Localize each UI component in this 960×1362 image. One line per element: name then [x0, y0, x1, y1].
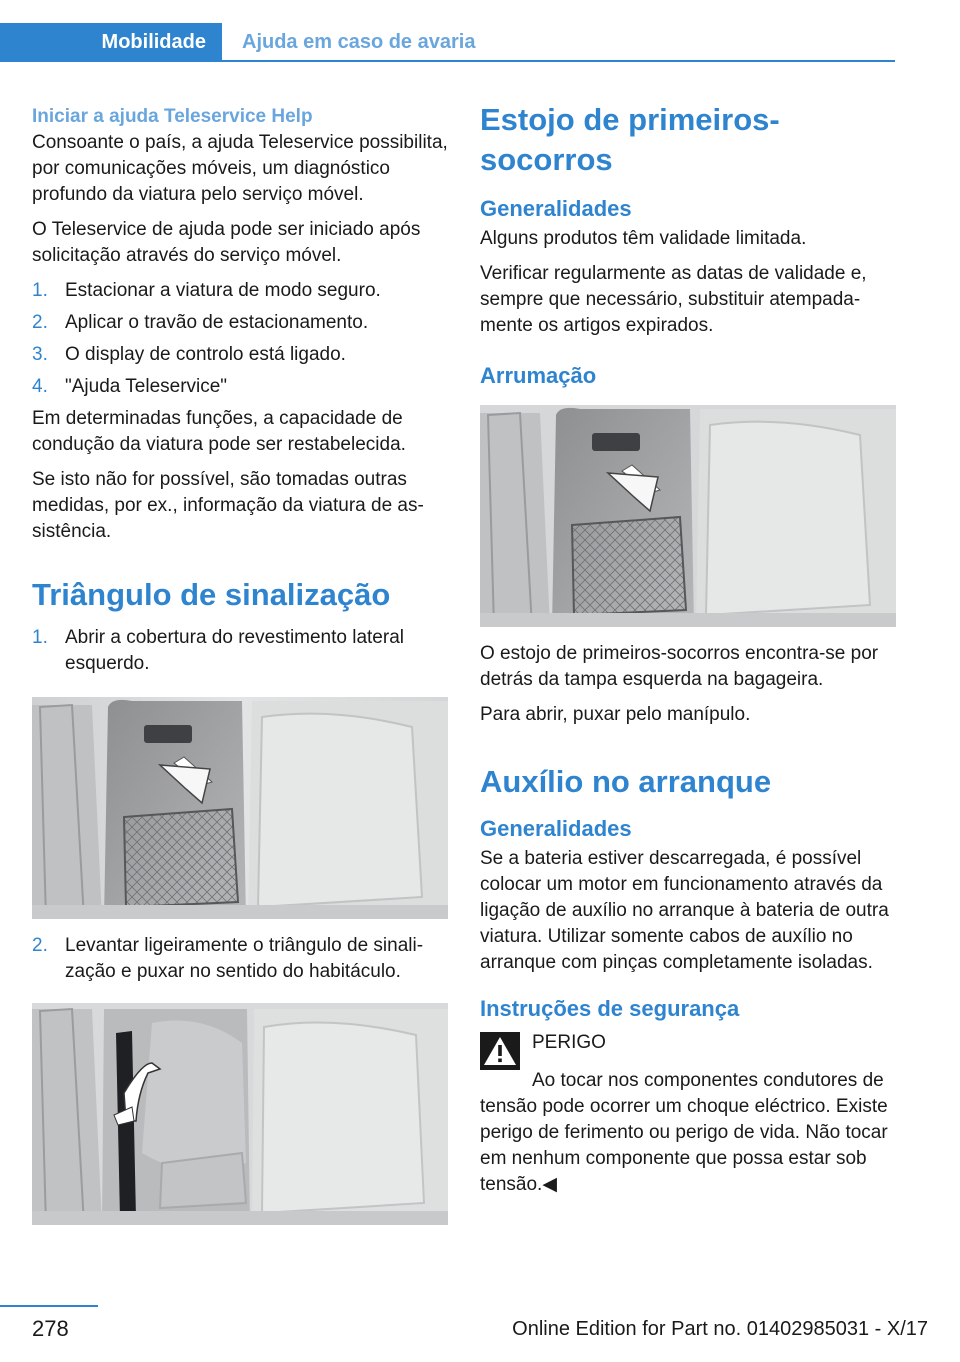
step-text: O display de controlo está ligado. — [65, 344, 346, 365]
left-column — [32, 104, 448, 1225]
header-divider — [0, 60, 895, 62]
teleservice-heading: Iniciar a ajuda Teleservice Help — [32, 106, 313, 127]
page-header — [0, 0, 960, 62]
generalidades-heading: Generalidades — [480, 196, 632, 221]
triangle-title: Triângulo de sinalização — [32, 577, 391, 612]
danger-label: PERIGO — [532, 1032, 606, 1053]
safety-heading: Instruções de segurança — [480, 996, 740, 1021]
paragraph: O estojo de primeiros-socorros encontra-se por detrás da tampa esquerda na bagageira. — [480, 643, 879, 690]
step-number: 1. — [32, 627, 48, 648]
triangle-steps-2 — [32, 933, 448, 985]
generalidades-heading-2: Generalidades — [480, 816, 632, 841]
edition-note: Online Edition for Part no. 01402985031 - X/17 — [512, 1318, 928, 1340]
step-text: Estacionar a viatura de modo seguro. — [65, 280, 381, 301]
arrumacao-heading: Arrumação — [480, 363, 597, 388]
danger-text: Ao tocar nos componentes condutores de tensão pode ocorrer um choque eléctrico. Existe perigo de ferimento ou perigo de vida. Não tocar em nenhum componente que possa estar sob tensão.◀ — [480, 1070, 888, 1195]
step-text: "Ajuda Teleservice" — [65, 376, 228, 397]
list-item — [32, 933, 448, 985]
paragraph: Alguns produtos têm validade limitada. — [480, 228, 807, 249]
list-item — [32, 310, 448, 336]
step-text: Abrir a cobertura do revestimento lateral esquerdo. — [65, 627, 404, 674]
jump-start-title: Auxílio no arranque — [480, 764, 772, 799]
step-text: Aplicar o travão de estacionamento. — [65, 312, 369, 333]
list-item — [32, 625, 448, 677]
firstaid-title: Estojo de primeiros-socorros — [480, 102, 780, 177]
right-column — [480, 100, 896, 1207]
step-text: Levantar ligeiramente o triângulo de sinalização e puxar no sentido do habitáculo. — [65, 935, 424, 982]
paragraph: Se a bateria estiver descarregada, é possível colocar um motor em funcionamento através da ligação de auxílio no arranque à bateria de outra viatura. Utilizar somente cabos de auxílio no arranque com pinças completamente isoladas. — [480, 848, 889, 973]
paragraph: Consoante o país, a ajuda Teleservice possibilita, por comunicações móveis, um diagnóstico profundo da viatura pelo serviço móvel. — [32, 132, 448, 205]
paragraph: Verificar regularmente as datas de validade e, sempre que necessário, substituir atempadamente os artigos expirados. — [480, 263, 867, 336]
list-item — [32, 342, 448, 368]
firstaid-kit-photo — [480, 405, 896, 627]
paragraph: Em determinadas funções, a capacidade de condução da viatura pode ser restabelecida. — [32, 408, 406, 455]
step-number: 1. — [32, 280, 48, 301]
footer-divider — [0, 1305, 98, 1307]
trunk-cover-photo — [32, 697, 448, 919]
list-item — [32, 374, 448, 400]
chapter-tab[interactable]: Ajuda em caso de avaria — [242, 30, 476, 53]
paragraph: Se isto não for possível, são tomadas outras medidas, por ex., informação da viatura de assistência. — [32, 469, 424, 542]
triangle-removal-photo — [32, 1003, 448, 1225]
list-item — [32, 278, 448, 304]
step-number: 2. — [32, 935, 48, 956]
step-number: 4. — [32, 376, 48, 397]
step-number: 2. — [32, 312, 48, 333]
paragraph: O Teleservice de ajuda pode ser iniciado após solicitação através do serviço móvel. — [32, 219, 421, 266]
step-number: 3. — [32, 344, 48, 365]
danger-warning — [480, 1030, 896, 1070]
page-number: 278 — [32, 1316, 69, 1341]
warning-triangle-icon — [480, 1032, 520, 1070]
paragraph: Para abrir, puxar pelo manípulo. — [480, 704, 751, 725]
teleservice-steps — [32, 278, 448, 400]
section-tab[interactable]: Mobilidade — [0, 23, 222, 61]
triangle-steps — [32, 625, 448, 677]
